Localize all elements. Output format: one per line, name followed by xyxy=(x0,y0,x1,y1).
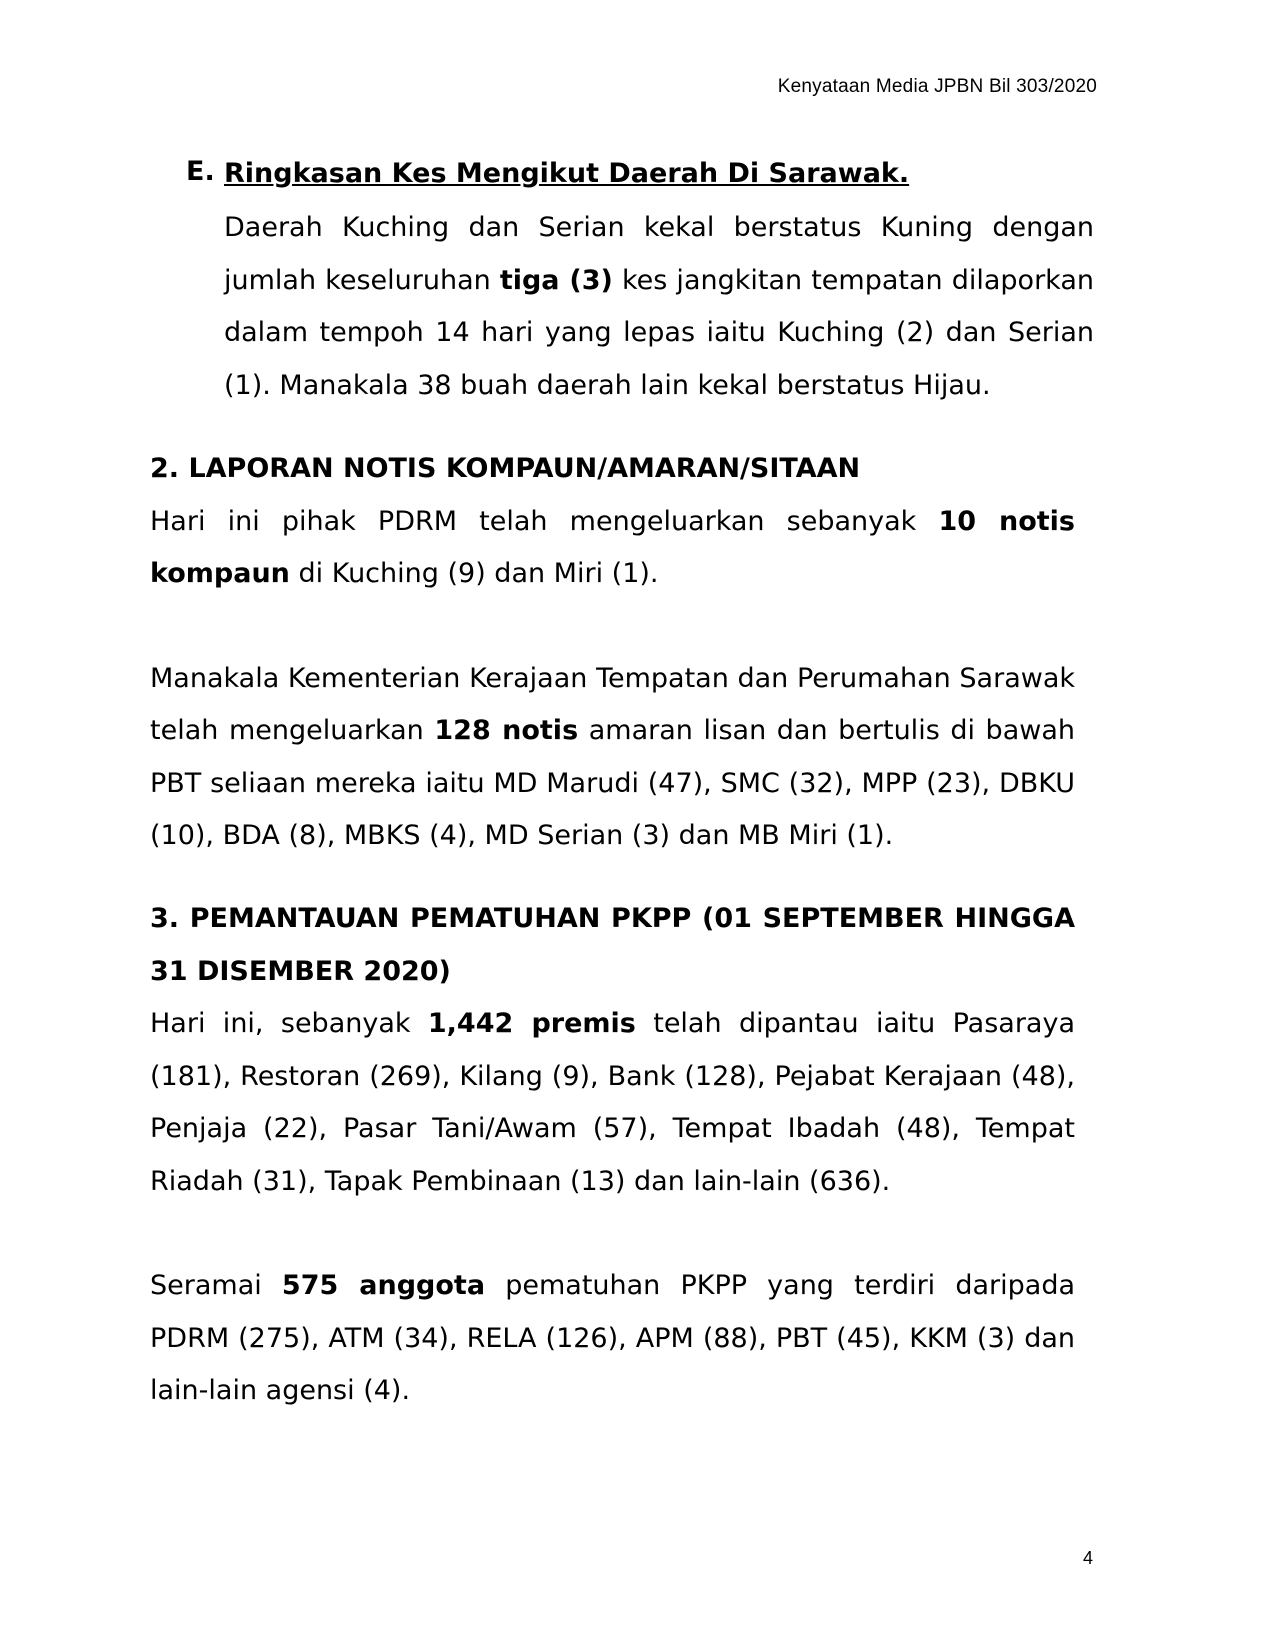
page-number: 4 xyxy=(1082,1548,1093,1568)
section-e-heading: Ringkasan Kes Mengikut Daerah Di Sarawak. xyxy=(224,158,910,189)
section-2-paragraph-1 xyxy=(150,496,1075,601)
text-run: Daerah Kuching dan Serian kekal berstatus Kuning dengan jumlah keseluruhan xyxy=(224,212,1094,296)
section-3 xyxy=(150,893,1075,1418)
text-run: Hari ini, sebanyak xyxy=(150,1008,428,1039)
section-e xyxy=(186,152,1094,412)
section-3-heading: 3. PEMANTAUAN PEMATUHAN PKPP (01 SEPTEMBER HINGGA 31 DISEMBER 2020) xyxy=(150,903,1075,987)
text-run: di Kuching (9) dan Miri (1). xyxy=(289,558,659,589)
text-run: Seramai xyxy=(150,1270,282,1301)
text-run: telah dipantau iaitu Pasaraya (181), Restoran (269), Kilang (9), Bank (128), Pejabat Kerajaan (48), Penjaja (22), Pasar Tani/Awam (57), Tempat Ibadah (48), Tempat Riadah (31), Tapak Pembinaan (13) dan lain-lain (636). xyxy=(150,1008,1076,1197)
section-e-letter: E. xyxy=(186,156,215,187)
text-run: Hari ini pihak PDRM telah mengeluarkan sebanyak xyxy=(150,505,939,537)
text-run: kes jangkitan tempatan dilaporkan dalam tempoh 14 hari yang lepas iaitu Kuching (2) dan Serian (1). Manakala 38 buah daerah lain kekal berstatus Hijau. xyxy=(224,264,1094,401)
bold-run: 128 notis xyxy=(434,715,579,746)
section-e-paragraph xyxy=(224,202,1094,412)
section-2-heading: 2. LAPORAN NOTIS KOMPAUN/AMARAN/SITAAN xyxy=(150,453,861,484)
section-3-paragraph-1 xyxy=(150,998,1075,1208)
bold-run: 575 anggota xyxy=(281,1270,486,1301)
section-3-paragraph-2 xyxy=(150,1260,1075,1418)
bold-run: tiga (3) xyxy=(499,264,613,296)
text-run: pematuhan PKPP yang terdiri daripada PDRM (275), ATM (34), RELA (126), APM (88), PBT (45), KKM (3) dan lain-lain agensi (4). xyxy=(150,1270,1076,1406)
bold-run: 1,442 premis xyxy=(427,1008,636,1039)
bold-run: 10 notis kompaun xyxy=(150,505,1075,589)
section-2 xyxy=(150,443,1075,863)
section-2-paragraph-2 xyxy=(150,653,1075,863)
text-run: Manakala Kementerian Kerajaan Tempatan dan Perumahan Sarawak telah mengeluarkan xyxy=(150,662,1075,746)
text-run: amaran lisan dan bertulis di bawah PBT seliaan mereka iaitu MD Marudi (47), SMC (32), MPP (23), DBKU (10), BDA (8), MBKS (4), MD Serian (3) dan MB Miri (1). xyxy=(150,715,1075,851)
document-reference: Kenyataan Media JPBN Bil 303/2020 xyxy=(777,76,1097,97)
